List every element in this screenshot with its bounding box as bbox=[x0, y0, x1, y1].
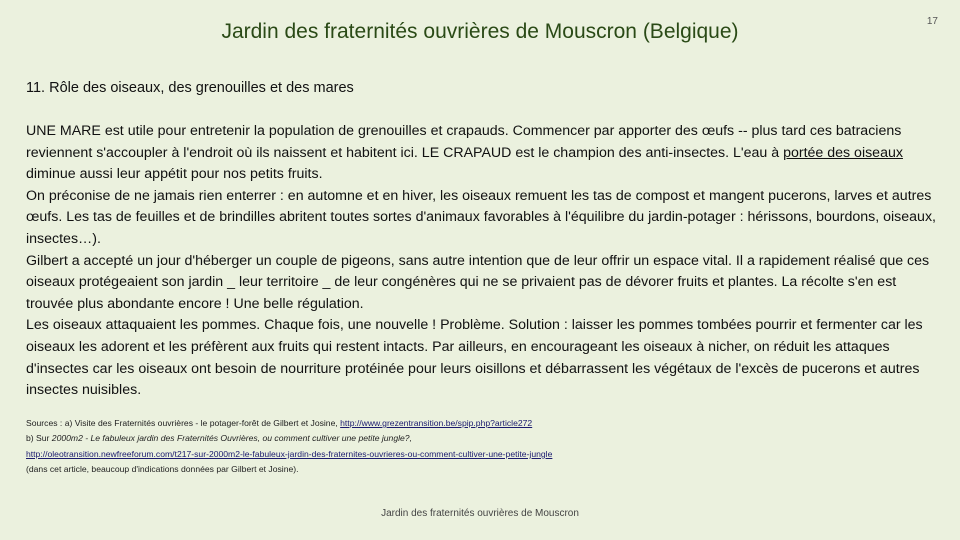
paragraph-pigeons: Gilbert a accepté un jour d'héberger un couple de pigeons, sans autre intention que de leur offrir un espace vital. Il a rapidement réalisé que ces oiseaux protégeaient son jardin _ leur territoire _ de leur congénères qui ne se privaient pas de dévorer fruits et plantes. La récolte s'en est trouvée plus abondante encore ! Une belle régulation. bbox=[26, 252, 930, 312]
paragraph-mare-underlined: portée des oiseaux bbox=[783, 144, 903, 161]
sources-block bbox=[26, 416, 936, 478]
paragraph-compost: On préconise de ne jamais rien enterrer : en automne et en hiver, les oiseaux remuent les tas de compost et mangent pucerons, larves et autres œufs. Les tas de feuilles et de brindilles abritent toutes sortes d'animaux favorables à l'équilibre du jardin-potager : hérissons, bourdons, oiseaux, insectes…). bbox=[26, 187, 936, 247]
source-line-b bbox=[26, 431, 936, 446]
body-text bbox=[26, 121, 946, 402]
paragraph-mare bbox=[26, 121, 946, 186]
source-a-text: Sources : a) Visite des Fraternités ouvrières - le potager-forêt de Gilbert et Josine, bbox=[26, 418, 341, 428]
page-number: 17 bbox=[926, 16, 938, 27]
source-b-title: 2000m2 - Le fabuleux jardin des Fraternités Ouvrières, ou comment cultiver une petite jungle?, bbox=[51, 433, 412, 444]
paragraph-mare-text-b: diminue aussi leur appétit pour nos petits fruits. bbox=[26, 166, 323, 183]
source-b-link[interactable]: http://oleotransition.newfreeforum.com/t217-sur-2000m2-le-fabuleux-jardin-des-fraternites-ouvrieres-ou-comment-cultiver-une-petite-jungle bbox=[26, 448, 553, 459]
section-heading: 11. Rôle des oiseaux, des grenouilles et des mares bbox=[26, 80, 354, 96]
slide-title: Jardin des fraternités ouvrières de Mouscron (Belgique) bbox=[221, 20, 739, 43]
source-b-prefix: b) Sur bbox=[26, 433, 52, 444]
paragraph-pommes: Les oiseaux attaquaient les pommes. Chaque fois, une nouvelle ! Problème. Solution : laisser les pommes tombées pourrir et fermenter car les oiseaux les adorent et les préfèrent aux fruits qui restent intacts. Par ailleurs, en encourageant les oiseaux à nicher, on réduit les attaques d'insectes car les oiseaux ont besoin de nourriture protéinée pour leurs oisillons et débarrassent les végétaux de l'excès de pucerons et autres insectes nuisibles. bbox=[26, 317, 923, 399]
paragraph-mare-text-a: UNE MARE est utile pour entretenir la population de grenouilles et crapauds. Commencer par apporter des œufs -- plus tard ces batraciens reviennent s'accoupler à l'endroit où ils naissent et habitent ici. LE CRAPAUD est le champion des anti-insectes. L'eau à bbox=[26, 123, 902, 161]
source-line-note: (dans cet article, beaucoup d'indications données par Gilbert et Josine). bbox=[26, 464, 299, 475]
source-a-link[interactable]: http://www.grezentransition.be/spip.php?article272 bbox=[340, 418, 533, 428]
slide-footer: Jardin des fraternités ouvrières de Mouscron bbox=[381, 508, 579, 519]
source-line-a bbox=[26, 416, 936, 431]
source-line-b-link bbox=[26, 447, 936, 462]
